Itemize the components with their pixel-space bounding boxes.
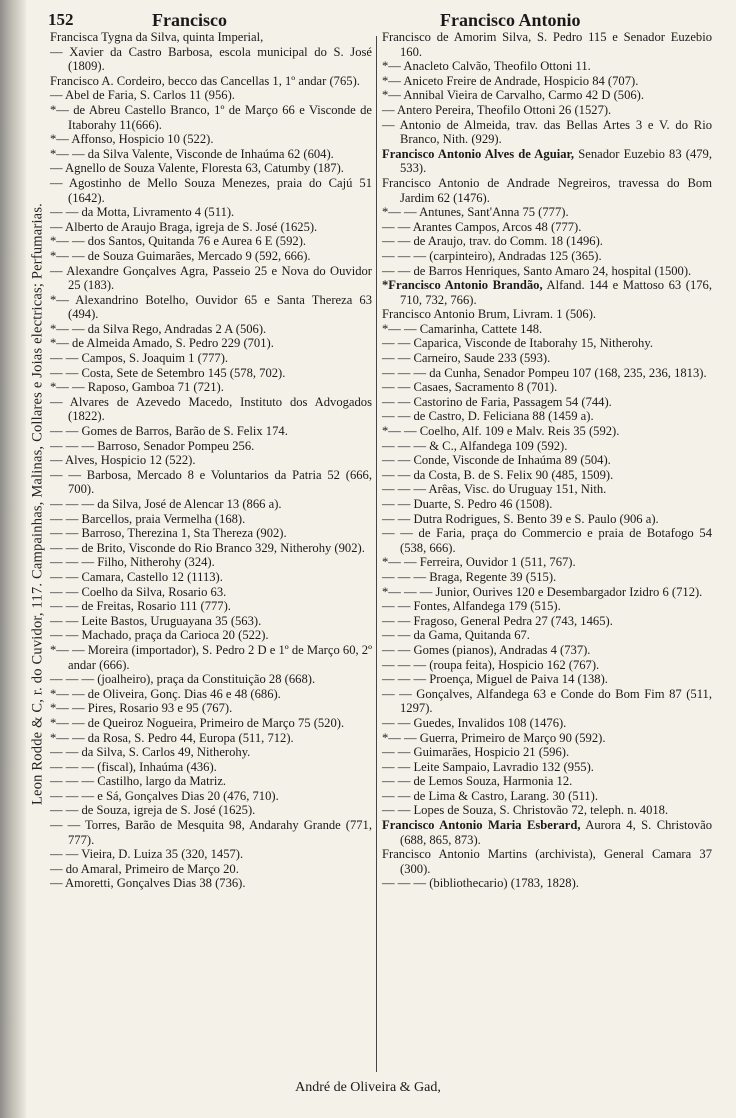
directory-entry: — — de Souza, igreja de S. José (1625). [50,803,256,818]
directory-entry: — — — Castilho, largo da Matriz. [50,774,227,789]
directory-entry: — — de Faria, praça do Commercio e praia de Botafogo 54 (538, 666). [382,526,712,555]
directory-entry: — — da Motta, Livramento 4 (511). [50,205,235,220]
directory-entry: — — Campos, S. Joaquim 1 (777). [50,351,229,366]
directory-entry: *— — dos Santos, Quitanda 76 e Aurea 6 E (592). [50,234,307,249]
directory-entry: — — de Barros Henriques, Santo Amaro 24, hospital (1500). [382,263,692,278]
directory-entry: — Abel de Faria, S. Carlos 11 (956). [50,88,235,103]
directory-entry: — Agnello de Souza Valente, Floresta 63, Catumby (187). [50,161,344,176]
directory-entry: — — Barbosa, Mercado 8 e Voluntarios da Patria 52 (666, 700). [50,467,372,497]
directory-entry: — — Fragoso, General Pedra 27 (743, 1465). [382,613,613,628]
directory-entry: — — — (bibliothecario) (1783, 1828). [382,876,579,891]
directory-entry: — — de Lemos Souza, Harmonia 12. [382,774,573,789]
page-number: 152 [48,10,74,29]
directory-entry: — — da Gama, Quitanda 67. [382,628,530,643]
directory-entry: *— — Camarinha, Cattete 148. [382,321,543,336]
directory-entry: — — Barroso, Therezina 1, Sta Thereza (902). [50,526,287,541]
directory-entry: *— — Antunes, Sant'Anna 75 (777). [382,205,569,220]
directory-entry: — — — da Silva, José de Alencar 13 (866 a). [50,497,282,511]
directory-entry: — Xavier da Castro Barbosa, escola municipal do S. José (1809). [50,44,372,74]
header-right-title: Francisco Antonio [440,10,581,30]
directory-entry: *— — Pires, Rosario 93 e 95 (767). [50,701,233,716]
directory-entry: — — — da Cunha, Senador Pompeu 107 (168, 235, 236, 1813). [382,365,707,380]
directory-entry: *— — — Junior, Ourives 120 e Desembargador Izidro 6 (712). [382,584,703,599]
directory-entry: — — — Braga, Regente 39 (515). [382,569,557,584]
directory-entry: *— — Coelho, Alf. 109 e Malv. Reis 35 (592). [382,424,620,439]
directory-entry: — — Caparica, Visconde de Itaborahy 15, Nitherohy. [382,336,653,351]
directory-entry: — — de Araujo, trav. do Comm. 18 (1496). [382,234,603,249]
page-edge-shadow [0,0,26,1118]
directory-entry: — — — Filho, Nitherohy (324). [50,555,215,570]
directory-entry: *— Aniceto Freire de Andrade, Hospicio 84 (707). [382,73,639,88]
directory-entry: Francisco Antonio Martins (archivista), General Camara 37 (300). [382,847,712,876]
directory-entry: — — Conde, Visconde de Inhaúma 89 (504). [382,453,611,468]
directory-entry: — Antonio de Almeida, trav. das Bellas Artes 3 e V. do Rio Branco, Nith. (929). [382,117,712,147]
side-advertisement-text: Leon Rodde & C, r. do Cuvidor, 117. Campainhas, Malinas, Collares e Joias electricas; Perfumarias. [29,203,46,805]
directory-entry: — — de Freitas, Rosario 111 (777). [50,599,231,614]
header-left-title: Francisco [152,10,227,30]
directory-entry: — — Machado, praça da Carioca 20 (522). [50,628,269,643]
directory-entry: — — Costa, Sete de Setembro 145 (578, 702). [50,365,286,380]
directory-entry: — — Gomes de Barros, Barão de S. Felix 174. [50,424,288,439]
directory-entry: — — — Barroso, Senador Pompeu 256. [50,438,255,453]
directory-entry: — — — Proença, Miguel de Paiva 14 (138). [382,672,608,687]
directory-entry: *— — da Silva Valente, Visconde de Inhaúma 62 (604). [50,146,334,161]
page-header [0,10,736,32]
directory-entry: — — Leite Bastos, Uruguayana 35 (563). [50,613,262,628]
directory-entry: — — Gonçalves, Alfandega 63 e Conde do Bom Fim 87 (511, 1297). [382,686,712,716]
directory-entry: — — Vieira, D. Luiza 35 (320, 1457). [50,847,244,862]
directory-entry: *— — de Souza Guimarães, Mercado 9 (592, 666). [50,248,311,263]
directory-entry: *— de Almeida Amado, S. Pedro 229 (701). [50,336,274,351]
side-advertisement [28,84,48,924]
directory-entry: Francisco Antonio de Andrade Negreiros, travessa do Bom Jardim 62 (1476). [382,175,712,205]
directory-entry: *— Alexandrino Botelho, Ouvidor 65 e Santa Thereza 63 (494). [50,292,372,322]
directory-entry: — — — (roupa feita), Hospicio 162 (767). [382,657,600,672]
directory-entry: — — Casaes, Sacramento 8 (701). [382,380,558,395]
directory-entry: *Francisco Antonio Brandão, Alfand. 144 e Mattoso 63 (176, 710, 732, 766). [382,278,712,307]
directory-entry: Francisco Antonio Alves de Aguiar, Senador Euzebio 83 (479, 533). [382,146,712,176]
directory-entry: Francisco Antonio Brum, Livram. 1 (506). [382,307,597,322]
directory-entry: — — Coelho da Silva, Rosario 63. [50,584,227,599]
directory-entry: — — Castorino de Faria, Passagem 54 (744). [382,394,612,409]
directory-entry: — — Guimarães, Hospicio 21 (596). [382,745,570,760]
directory-entry: — — da Costa, B. de S. Felix 90 (485, 1509). [382,467,614,482]
left-column [50,30,372,891]
directory-entry: *— — de Oliveira, Gonç. Dias 46 e 48 (686). [50,686,281,701]
directory-entry: *— Affonso, Hospicio 10 (522). [50,132,214,147]
directory-entry: — — — Arêas, Visc. do Uruguay 151, Nith. [382,482,607,497]
directory-entry: *— Anacleto Calvão, Theofilo Ottoni 11. [382,59,591,74]
directory-entry: Francisco Antonio Maria Esberard, Aurora 4, S. Christovão (688, 865, 873). [382,818,712,847]
directory-entry: — — Lopes de Souza, S. Christovão 72, teleph. n. 4018. [382,803,669,818]
directory-entry: — Alvares de Azevedo Macedo, Instituto dos Advogados (1822). [50,394,372,424]
directory-entry: — — de Lima & Castro, Larang. 30 (511). [382,788,599,803]
directory-entry: — — — (carpinteiro), Andradas 125 (365). [382,248,602,263]
directory-entry: — — Gomes (pianos), Andradas 4 (737). [382,642,591,657]
directory-entry: *— — Guerra, Primeiro de Março 90 (592). [382,730,606,745]
directory-entry: — — — (joalheiro), praça da Constituição 28 (668). [50,672,316,687]
directory-entry: *— — Moreira (importador), S. Pedro 2 D e 1º de Março 60, 2º andar (666). [50,642,372,672]
directory-entry: *— — Raposo, Gamboa 71 (721). [50,380,224,395]
directory-entry: *— de Abreu Castello Branco, 1º de Março 66 e Visconde de Itaborahy 11(666). [50,102,372,132]
page-footer: André de Oliveira & Gad, [295,1080,441,1095]
directory-entry: — — Dutra Rodrigues, S. Bento 39 e S. Paulo (906 a). [382,511,659,526]
directory-entry: — — — & C., Alfandega 109 (592). [382,438,568,453]
directory-entry: — — Carneiro, Saude 233 (593). [382,351,551,366]
directory-entry: — — Barcellos, praia Vermelha (168). [50,511,246,526]
right-column [382,30,712,891]
directory-entry: — — Guedes, Invalidos 108 (1476). [382,715,567,730]
directory-entry: — — Torres, Barão de Mesquita 98, Andarahy Grande (771, 777). [50,818,372,847]
directory-entry: — — da Silva, S. Carlos 49, Nitherohy. [50,745,251,760]
directory-entry: — — Camara, Castello 12 (1113). [50,569,223,584]
directory-entry: — — Duarte, S. Pedro 46 (1508). [382,497,553,511]
directory-entry: — Alexandre Gonçalves Agra, Passeio 25 e Nova do Ouvidor 25 (183). [50,263,372,293]
directory-entry: Francisca Tygna da Silva, quinta Imperial, [50,30,264,44]
directory-entry: — Alves, Hospicio 12 (522). [50,453,196,468]
directory-entry: — — — (fiscal), Inhaúma (436). [50,759,217,774]
column-divider [376,36,377,1072]
directory-entry: *— — de Queiroz Nogueira, Primeiro de Março 75 (520). [50,715,345,730]
directory-entry: — do Amaral, Primeiro de Março 20. [50,861,239,876]
directory-entry: — — Leite Sampaio, Lavradio 132 (955). [382,759,594,774]
directory-entry: — — de Brito, Visconde do Rio Branco 329, Nitherohy (902). [50,540,365,555]
directory-entry: — — Fontes, Alfandega 179 (515). [382,599,561,614]
directory-entry: — — Arantes Campos, Arcos 48 (777). [382,219,582,234]
directory-entry: Francisco de Amorim Silva, S. Pedro 115 e Senador Euzebio 160. [382,30,712,59]
directory-entry: — Amoretti, Gonçalves Dias 38 (736). [50,876,246,891]
directory-entry: Francisco A. Cordeiro, becco das Cancellas 1, 1º andar (765). [50,73,360,88]
directory-entry: — Agostinho de Mello Souza Menezes, praia do Cajú 51 (1642). [50,175,372,205]
directory-entry: — — de Castro, D. Feliciana 88 (1459 a). [382,409,594,424]
directory-entry: — Antero Pereira, Theofilo Ottoni 26 (1527). [382,102,612,117]
directory-entry: *— Annibal Vieira de Carvalho, Carmo 42 D (506). [382,88,645,103]
directory-entry: *— — Ferreira, Ouvidor 1 (511, 767). [382,555,576,570]
directory-entry: — — — e Sá, Gonçalves Dias 20 (476, 710). [50,788,279,803]
directory-entry: *— — da Rosa, S. Pedro 44, Europa (511, 712). [50,730,294,745]
directory-entry: — Alberto de Araujo Braga, igreja de S. José (1625). [50,219,318,234]
directory-entry: *— — da Silva Rego, Andradas 2 A (506). [50,321,267,336]
